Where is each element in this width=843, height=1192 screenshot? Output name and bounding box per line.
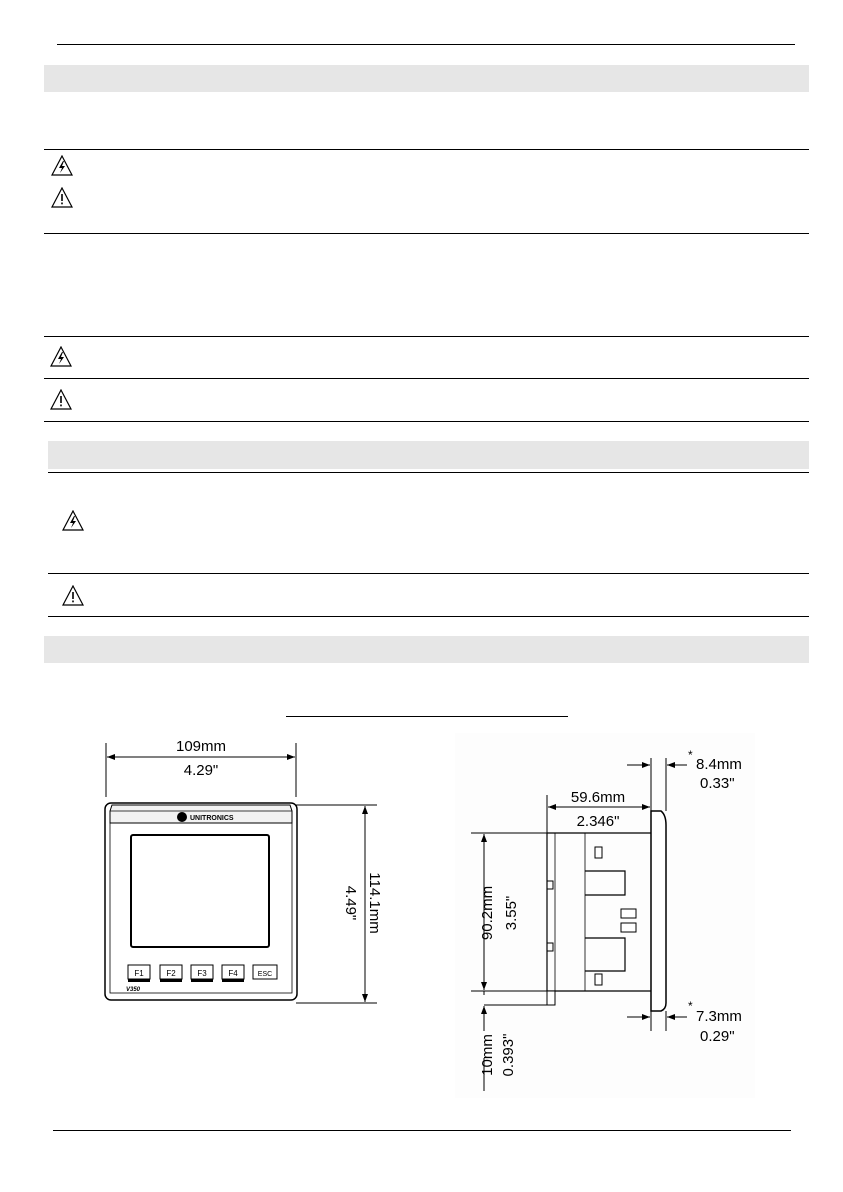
table-rule: [44, 336, 809, 337]
key-esc: ESC: [257, 971, 273, 978]
depth-mm: 59.6mm: [570, 789, 626, 806]
front-width-mm: 109mm: [175, 738, 227, 755]
table-rule: [48, 472, 809, 473]
bottom-front-in: 0.29": [700, 1028, 735, 1045]
key-f4: F4: [228, 969, 238, 978]
footer-rule: [53, 1130, 791, 1131]
caution-icon: [51, 187, 73, 209]
header-rule: [57, 44, 795, 45]
high-voltage-warning-icon: [62, 510, 84, 532]
clip-mm: 10mm: [479, 1034, 496, 1076]
front-height-mm: 114.1mm: [366, 872, 383, 934]
table-rule: [44, 233, 809, 234]
front-view-drawing: [90, 735, 390, 1015]
brand-logo-text: UNITRONICS: [190, 815, 234, 822]
key-f1: F1: [134, 969, 144, 978]
front-height-in: 4.49": [342, 885, 359, 921]
top-front-mm: 8.4mm: [696, 756, 742, 773]
bottom-front-mm: 7.3mm: [696, 1008, 742, 1025]
table-rule: [44, 421, 809, 422]
function-keys: [128, 965, 277, 982]
model-label: V350: [126, 987, 141, 993]
top-front-in: 0.33": [700, 775, 735, 792]
high-voltage-warning-icon: [51, 155, 73, 177]
caption-underline: [286, 716, 568, 717]
table-rule: [48, 573, 809, 574]
clip-in: 0.393": [500, 1033, 517, 1077]
section-heading-bar: [44, 65, 809, 92]
section-heading-bar: [48, 441, 809, 469]
table-rule: [48, 616, 809, 617]
table-rule: [44, 378, 809, 379]
table-rule: [44, 149, 809, 150]
side-view-drawing: [455, 733, 755, 1098]
asterisk-top: *: [688, 748, 693, 762]
high-voltage-warning-icon: [50, 346, 72, 368]
asterisk-bottom: *: [688, 999, 693, 1013]
key-f2: F2: [166, 969, 176, 978]
front-width-in: 4.29": [183, 762, 219, 779]
key-f3: F3: [197, 969, 207, 978]
caution-icon: [62, 585, 84, 607]
section-heading-bar: [44, 636, 809, 663]
depth-in: 2.346": [576, 813, 620, 830]
body-height-in: 3.55": [503, 895, 520, 931]
body-height-mm: 90.2mm: [479, 885, 496, 941]
caution-icon: [50, 389, 72, 411]
